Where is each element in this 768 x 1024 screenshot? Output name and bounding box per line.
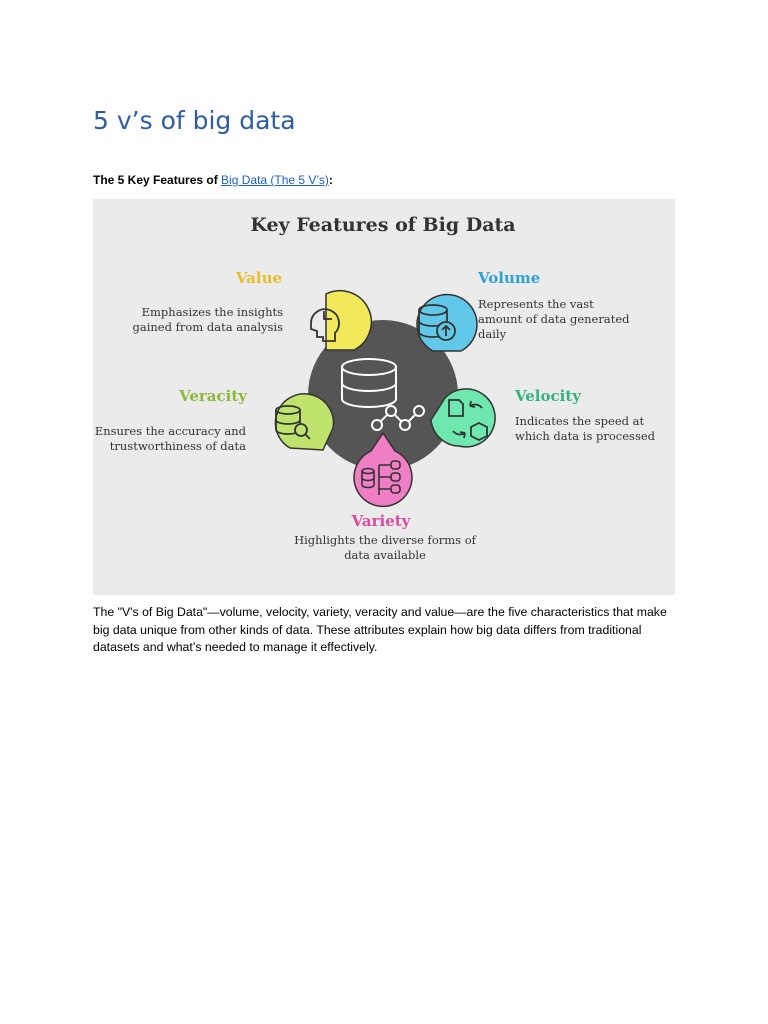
velocity-desc-line1: Indicates the speed at <box>515 414 645 428</box>
velocity-desc-line2: which data is processed <box>515 429 656 443</box>
variety-desc-line2: data available <box>344 548 426 562</box>
intro-prefix: The 5 Key Features of <box>93 173 222 187</box>
variety-label: Variety <box>351 512 411 530</box>
page-title: 5 v’s of big data <box>93 106 296 135</box>
volume-label: Volume <box>478 269 541 287</box>
volume-desc-line2: amount of data generated <box>478 312 630 326</box>
value-desc-line1: Emphasizes the insights <box>141 305 283 319</box>
value-label: Value <box>235 269 283 287</box>
veracity-label: Veracity <box>179 387 247 405</box>
value-desc-line2: gained from data analysis <box>132 320 283 334</box>
intro-suffix: : <box>328 173 333 187</box>
figure-title: Key Features of Big Data <box>250 214 516 236</box>
key-features-figure <box>93 199 675 595</box>
volume-desc-line1: Represents the vast <box>478 297 594 311</box>
velocity-label: Velocity <box>515 387 581 405</box>
key-features-diagram <box>93 199 675 595</box>
intro-line <box>93 173 333 187</box>
variety-desc-line1: Highlights the diverse forms of <box>294 533 476 547</box>
veracity-desc-line2: trustworthiness of data <box>109 439 246 453</box>
veracity-bubble <box>275 394 333 450</box>
volume-petal <box>417 294 477 351</box>
veracity-desc-line1: Ensures the accuracy and <box>94 424 246 438</box>
big-data-link[interactable]: Big Data (The 5 V’s) <box>221 173 329 187</box>
volume-desc-line3: daily <box>478 327 507 341</box>
body-paragraph: The "V's of Big Data"—volume, velocity, variety, veracity and value—are the five characteristics that make big data unique from other kinds of data. These attributes explain how big data differs from traditional datasets and what’s needed to manage it effectively. <box>93 605 667 654</box>
